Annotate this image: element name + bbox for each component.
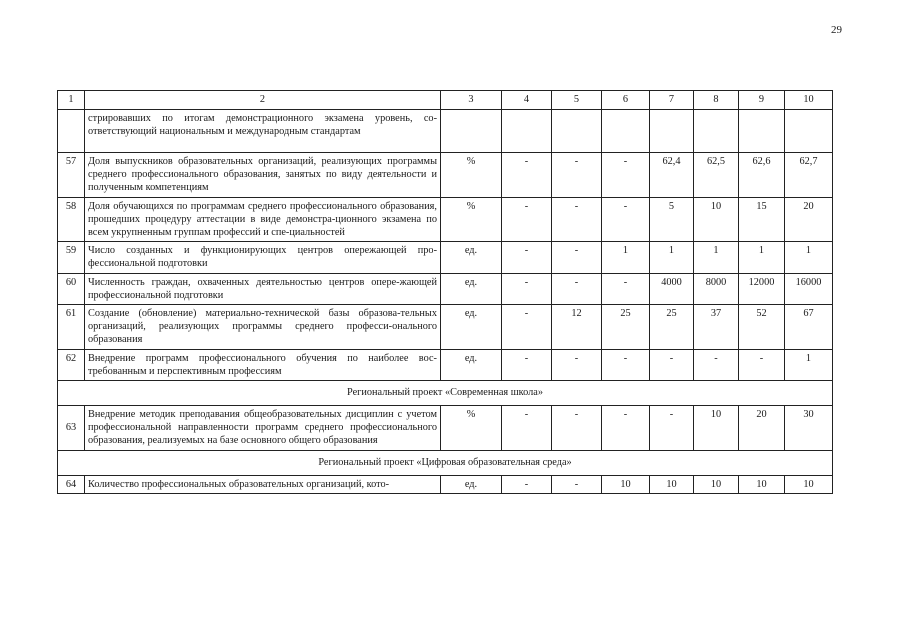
header-cell: 8 bbox=[694, 91, 739, 110]
value-cell: 15 bbox=[739, 197, 785, 242]
value-cell: 12000 bbox=[739, 273, 785, 304]
header-row bbox=[58, 91, 833, 110]
value-cell: 8000 bbox=[694, 273, 739, 304]
header-cell: 5 bbox=[552, 91, 602, 110]
indicators-table bbox=[57, 90, 833, 494]
header-cell: 10 bbox=[785, 91, 833, 110]
value-cell: - bbox=[694, 349, 739, 380]
table-row bbox=[58, 475, 833, 493]
row-number: 59 bbox=[58, 242, 85, 273]
value-cell: 37 bbox=[694, 305, 739, 350]
row-number: 64 bbox=[58, 475, 85, 493]
unit-cell: ед. bbox=[441, 305, 502, 350]
value-cell: 67 bbox=[785, 305, 833, 350]
value-cell: - bbox=[602, 153, 650, 198]
row-number: 62 bbox=[58, 349, 85, 380]
table-row bbox=[58, 197, 833, 242]
value-cell: - bbox=[602, 273, 650, 304]
table-row bbox=[58, 305, 833, 350]
page-number: 29 bbox=[831, 24, 842, 36]
value-cell: 5 bbox=[650, 197, 694, 242]
indicator-name: Доля выпускников образовательных организаций, реализующих программы среднего профессионального образования, занятых по виду деятельности и полученным компетенциям bbox=[85, 153, 441, 198]
table-row bbox=[58, 273, 833, 304]
table-row bbox=[58, 242, 833, 273]
value-cell: 16000 bbox=[785, 273, 833, 304]
value-cell: 25 bbox=[602, 305, 650, 350]
header-cell: 3 bbox=[441, 91, 502, 110]
indicator-name: Создание (обновление) материально-технической базы образова-тельных организаций, реализующих программы среднего професси-онального образования bbox=[85, 305, 441, 350]
value-cell: 10 bbox=[785, 475, 833, 493]
unit-cell: % bbox=[441, 197, 502, 242]
value-cell: 62,4 bbox=[650, 153, 694, 198]
indicator-name: Внедрение методик преподавания общеобразовательных дисциплин с учетом профессиональной направленности программ среднего профессионального образования, реализуемых на базе основного общего образования bbox=[85, 406, 441, 451]
section-title: Региональный проект «Цифровая образовательная среда» bbox=[58, 450, 833, 475]
value-cell: 1 bbox=[785, 349, 833, 380]
value-cell: 10 bbox=[694, 197, 739, 242]
value-cell: 10 bbox=[602, 475, 650, 493]
value-cell: - bbox=[502, 349, 552, 380]
value-cell: 1 bbox=[739, 242, 785, 273]
value-cell bbox=[552, 110, 602, 153]
value-cell bbox=[785, 110, 833, 153]
value-cell: - bbox=[602, 197, 650, 242]
table-row bbox=[58, 349, 833, 380]
unit-cell: % bbox=[441, 153, 502, 198]
value-cell: - bbox=[552, 406, 602, 451]
indicator-name: Доля обучающихся по программам среднего профессионального образования, прошедших процедуру аттестации в виде демонстра-ционного экзамена по всем укрупненным группам профессий и спе-циальностей bbox=[85, 197, 441, 242]
value-cell: - bbox=[502, 273, 552, 304]
value-cell: - bbox=[602, 406, 650, 451]
value-cell: - bbox=[552, 242, 602, 273]
unit-cell: % bbox=[441, 406, 502, 451]
indicator-name: стрировавших по итогам демонстрационного экзамена уровень, со-ответствующий национальным и международным стандартам bbox=[85, 110, 441, 153]
value-cell: 25 bbox=[650, 305, 694, 350]
indicator-name: Количество профессиональных образовательных организаций, кото- bbox=[85, 475, 441, 493]
section-row bbox=[58, 381, 833, 406]
value-cell: 20 bbox=[785, 197, 833, 242]
value-cell: 10 bbox=[694, 406, 739, 451]
value-cell bbox=[502, 110, 552, 153]
value-cell: - bbox=[552, 349, 602, 380]
section-title: Региональный проект «Современная школа» bbox=[58, 381, 833, 406]
value-cell: - bbox=[502, 406, 552, 451]
value-cell: - bbox=[502, 153, 552, 198]
row-number bbox=[58, 110, 85, 153]
value-cell: 30 bbox=[785, 406, 833, 451]
header-cell: 1 bbox=[58, 91, 85, 110]
value-cell: - bbox=[650, 406, 694, 451]
value-cell: 1 bbox=[694, 242, 739, 273]
unit-cell: ед. bbox=[441, 349, 502, 380]
unit-cell: ед. bbox=[441, 273, 502, 304]
value-cell: 4000 bbox=[650, 273, 694, 304]
header-cell: 2 bbox=[85, 91, 441, 110]
header-cell: 6 bbox=[602, 91, 650, 110]
row-number: 60 bbox=[58, 273, 85, 304]
value-cell: 10 bbox=[694, 475, 739, 493]
value-cell bbox=[650, 110, 694, 153]
value-cell: 20 bbox=[739, 406, 785, 451]
value-cell: - bbox=[739, 349, 785, 380]
value-cell: - bbox=[650, 349, 694, 380]
table-row bbox=[58, 406, 833, 451]
unit-cell bbox=[441, 110, 502, 153]
section-row bbox=[58, 450, 833, 475]
header-cell: 7 bbox=[650, 91, 694, 110]
value-cell: 1 bbox=[785, 242, 833, 273]
value-cell: - bbox=[502, 475, 552, 493]
value-cell: 62,5 bbox=[694, 153, 739, 198]
indicator-name: Внедрение программ профессионального обучения по наиболее вос-требованным и перспективным профессиям bbox=[85, 349, 441, 380]
unit-cell: ед. bbox=[441, 475, 502, 493]
value-cell: 10 bbox=[650, 475, 694, 493]
header-cell: 9 bbox=[739, 91, 785, 110]
value-cell: - bbox=[502, 305, 552, 350]
value-cell: - bbox=[552, 273, 602, 304]
indicator-name: Число созданных и функционирующих центров опережающей про-фессиональной подготовки bbox=[85, 242, 441, 273]
value-cell bbox=[739, 110, 785, 153]
value-cell: 52 bbox=[739, 305, 785, 350]
value-cell: - bbox=[602, 349, 650, 380]
row-number: 61 bbox=[58, 305, 85, 350]
value-cell: - bbox=[502, 197, 552, 242]
value-cell: 62,6 bbox=[739, 153, 785, 198]
value-cell: - bbox=[552, 197, 602, 242]
value-cell: 62,7 bbox=[785, 153, 833, 198]
table-row bbox=[58, 110, 833, 153]
value-cell: 1 bbox=[602, 242, 650, 273]
row-number: 58 bbox=[58, 197, 85, 242]
value-cell bbox=[694, 110, 739, 153]
value-cell: - bbox=[552, 475, 602, 493]
indicator-name: Численность граждан, охваченных деятельностью центров опере-жающей профессиональной подготовки bbox=[85, 273, 441, 304]
value-cell bbox=[602, 110, 650, 153]
unit-cell: ед. bbox=[441, 242, 502, 273]
value-cell: 1 bbox=[650, 242, 694, 273]
value-cell: 10 bbox=[739, 475, 785, 493]
row-number: 63 bbox=[58, 406, 85, 451]
table-row bbox=[58, 153, 833, 198]
value-cell: - bbox=[552, 153, 602, 198]
value-cell: 12 bbox=[552, 305, 602, 350]
header-cell: 4 bbox=[502, 91, 552, 110]
row-number: 57 bbox=[58, 153, 85, 198]
value-cell: - bbox=[502, 242, 552, 273]
